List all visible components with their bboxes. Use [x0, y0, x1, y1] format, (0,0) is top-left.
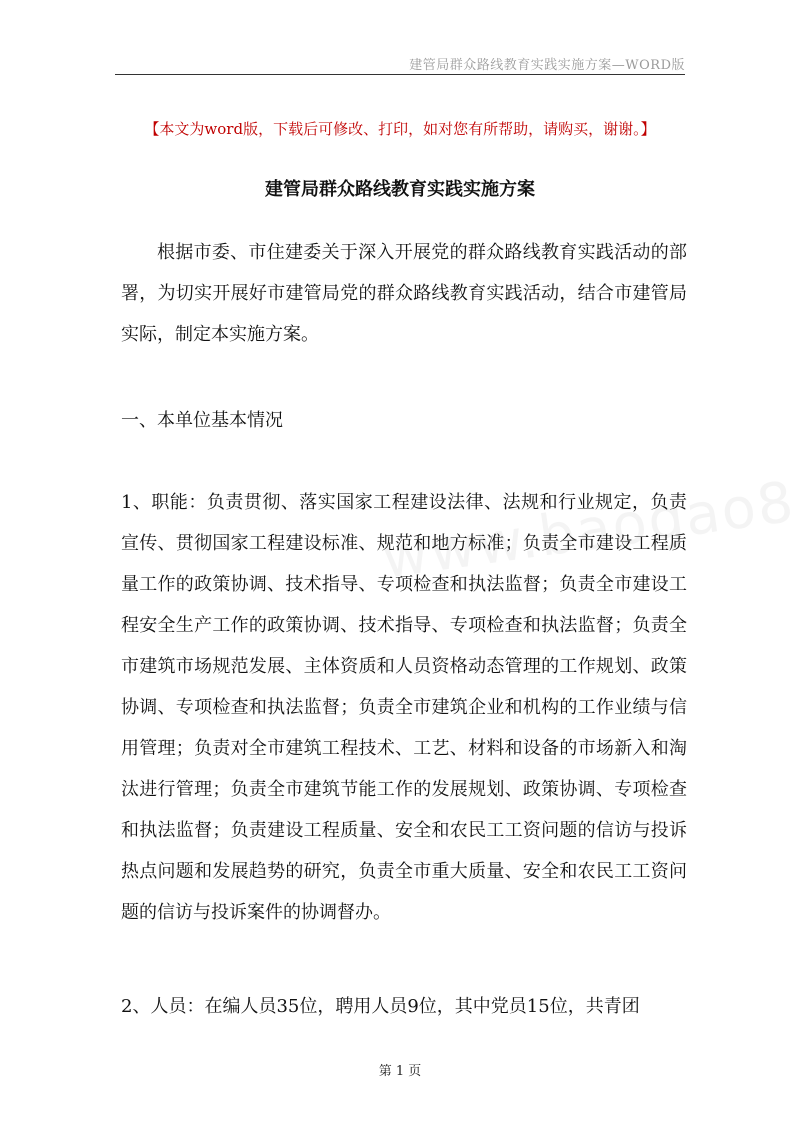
- intro-paragraph: 根据市委、市住建委关于深入开展党的群众路线教育实践活动的部署，为切实开展好市建管局党的群众路线教育实践活动，结合市建管局实际，制定本实施方案。: [121, 242, 687, 345]
- personnel-paragraph: 2、人员：在编人员35位，聘用人员9位，其中党员15位，共青团: [121, 996, 640, 1017]
- download-notice: 【本文为word版，下载后可修改、打印，如对您有所帮助，请购买，谢谢。】: [144, 120, 656, 138]
- running-header-title: 建管局群众路线教育实践实施方案—WORD版: [409, 58, 685, 73]
- functions-paragraph: 1、职能：负责贯彻、落实国家工程建设法律、法规和行业规定，负责宣传、贯彻国家工程建设标准、规范和地方标准；负责全市建设工程质量工作的政策协调、技术指导、专项检查和执法监督；负责全市建设工程安全生产工作的政策协调、技术指导、专项检查和执法监督；负责全市建筑市场规范发展、主体资质和人员资格动态管理的工作规划、政策协调、专项检查和执法监督；负责全市建筑企业和机构的工作业绩与信用管理；负责对全市建筑工程技术、工艺、材料和设备的市场新入和淘汰进行管理；负责全市建筑节能工作的发展规划、政策协调、专项检查和执法监督；负责建设工程质量、安全和农民工工资问题的信访与投诉热点问题和发展趋势的研究，负责全市重大质量、安全和农民工工资问题的信访与投诉案件的协调督办。: [121, 492, 687, 923]
- document-title: 建管局群众路线教育实践实施方案: [265, 179, 535, 200]
- header-divider: [115, 74, 685, 75]
- page-number: 第 1 页: [378, 1064, 422, 1079]
- section-heading-basic-info: 一、本单位基本情况: [121, 410, 283, 431]
